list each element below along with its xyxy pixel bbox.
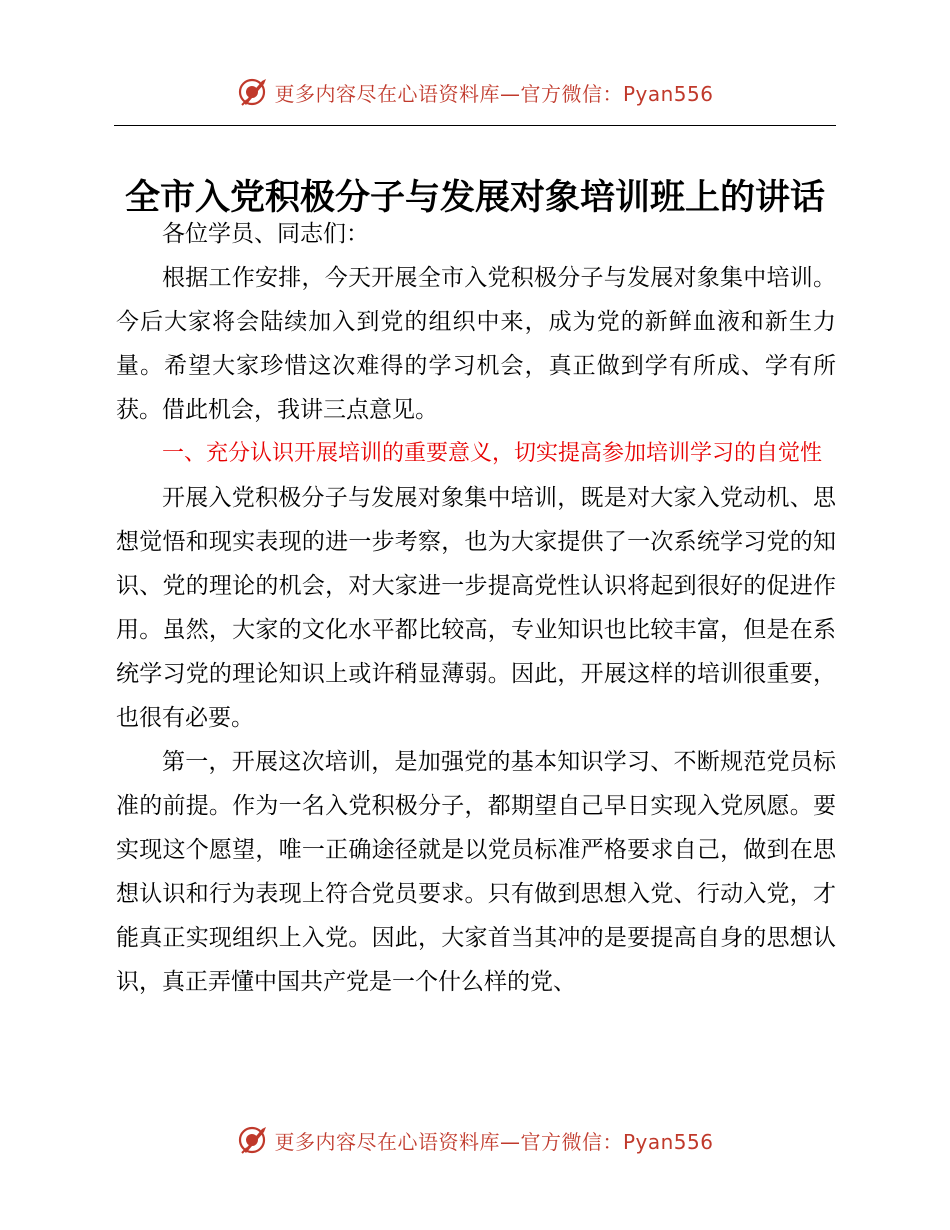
section-heading-1: 一、充分认识开展培训的重要意义，切实提高参加培训学习的自觉性 [162, 441, 823, 466]
watermark-text: 更多内容尽在心语资料库—官方微信：Pyan556 [274, 1129, 714, 1154]
header-watermark [0, 70, 950, 114]
paragraph-section1-body: 开展入党积极分子与发展对象集中培训，既是对大家入党动机、思想觉悟和现实表现的进一步考察，也为大家提供了一次系统学习党的知识、党的理论的机会，对大家进一步提高党性认识将起到很好的促进作用。虽然，大家的文化水平都比较高，专业知识也比较丰富，但是在系统学习党的理论知识上或许稍显薄弱。因此，开展这样的培训很重要，也很有必要。 [116, 485, 836, 731]
salutation: 各位学员、同志们： [162, 221, 369, 247]
document-title: 全市入党积极分子与发展对象培训班上的讲话 [124, 177, 825, 218]
quill-logo-icon [236, 75, 270, 109]
paragraph-first-point: 第一，开展这次培训，是加强党的基本知识学习、不断规范党员标准的前提。作为一名入党积极分子，都期望自己早日实现入党夙愿。要实现这个愿望，唯一正确途径就是以党员标准严格要求自己，做到在思想认识和行为表现上符合党员要求。只有做到思想入党、行动入党，才能真正实现组织上入党。因此，大家首当其冲的是要提高自身的思想认识，真正弄懂中国共产党是一个什么样的党、 [116, 749, 836, 995]
document-body [116, 212, 836, 1004]
watermark-text: 更多内容尽在心语资料库—官方微信：Pyan556 [274, 81, 714, 106]
footer-watermark [0, 1118, 950, 1162]
header-divider [114, 125, 836, 126]
paragraph-intro: 根据工作安排，今天开展全市入党积极分子与发展对象集中培训。今后大家将会陆续加入到党的组织中来，成为党的新鲜血液和新生力量。希望大家珍惜这次难得的学习机会，真正做到学有所成、学有所获。借此机会，我讲三点意见。 [116, 265, 836, 423]
quill-logo-icon [236, 1123, 270, 1157]
